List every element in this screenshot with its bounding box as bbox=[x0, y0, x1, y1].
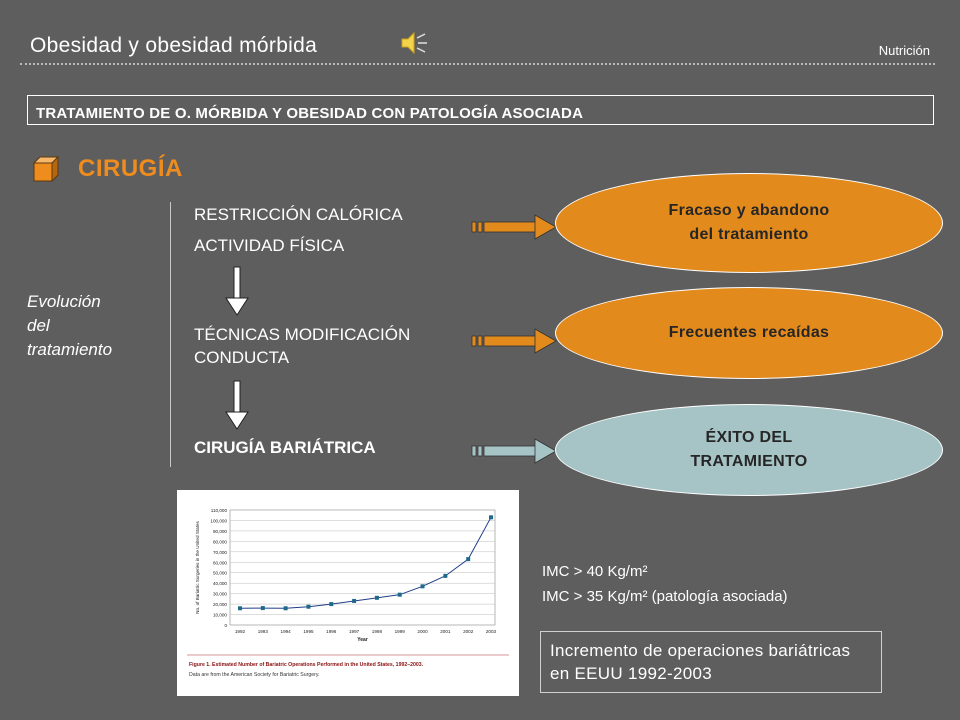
x-tick-label: 1995 bbox=[303, 629, 314, 634]
outcome-failure bbox=[555, 173, 943, 273]
evolution-label bbox=[27, 290, 167, 362]
outcome-line: TRATAMIENTO bbox=[690, 453, 808, 470]
surgery-trend-chart bbox=[177, 490, 519, 696]
timeline-divider bbox=[170, 202, 171, 467]
x-tick-label: 1997 bbox=[348, 629, 360, 634]
y-tick-label: 100,000 bbox=[210, 518, 227, 524]
outcome-line: Frecuentes recaídas bbox=[668, 324, 830, 341]
figure-caption: Figure 1. Estimated Number of Bariatric Operations Performed in the United States, 1992–2003. bbox=[189, 662, 424, 668]
y-tick-label: 40,000 bbox=[212, 581, 227, 587]
x-tick-label: 1999 bbox=[394, 629, 405, 634]
section-label: Nutrición bbox=[878, 43, 930, 58]
y-tick-label: 50,000 bbox=[212, 570, 227, 576]
down-arrow-icon bbox=[224, 380, 250, 430]
speaker-icon[interactable] bbox=[398, 28, 428, 58]
header-divider bbox=[20, 63, 935, 65]
step-behavior-modification: TÉCNICAS MODIFICACIÓN CONDUCTA bbox=[194, 325, 411, 367]
step-physical-activity: ACTIVIDAD FÍSICA bbox=[194, 236, 345, 255]
data-point bbox=[238, 606, 242, 610]
outcome-line: del tratamiento bbox=[689, 226, 809, 243]
data-point bbox=[466, 557, 470, 561]
evolution-line: del bbox=[27, 316, 50, 335]
outcome-line: Fracaso y abandono bbox=[668, 202, 830, 219]
x-axis-label: Year bbox=[357, 637, 368, 643]
right-arrow-icon bbox=[471, 214, 557, 240]
x-tick-label: 2000 bbox=[417, 629, 428, 634]
x-tick-label: 2001 bbox=[440, 629, 451, 634]
data-point bbox=[329, 602, 333, 606]
evolution-line: Evolución bbox=[27, 292, 101, 311]
y-tick-label: 60,000 bbox=[212, 560, 227, 566]
topic-banner bbox=[27, 95, 934, 125]
data-point bbox=[375, 596, 379, 600]
outcome-relapse bbox=[555, 287, 943, 379]
data-point bbox=[284, 606, 288, 610]
data-point bbox=[352, 599, 356, 603]
step-bariatric-surgery: CIRUGÍA BARIÁTRICA bbox=[194, 438, 376, 457]
right-arrow-icon bbox=[471, 438, 557, 464]
step-caloric-restriction: RESTRICCIÓN CALÓRICA bbox=[194, 205, 403, 224]
evolution-line: tratamiento bbox=[27, 340, 113, 359]
y-tick-label: 0 bbox=[224, 623, 227, 628]
y-tick-label: 30,000 bbox=[212, 591, 227, 597]
x-tick-label: 2002 bbox=[463, 629, 474, 634]
y-tick-label: 110,000 bbox=[210, 508, 227, 513]
y-tick-label: 20,000 bbox=[212, 602, 227, 608]
cube-icon bbox=[32, 155, 60, 183]
down-arrow-icon bbox=[224, 266, 250, 316]
x-tick-label: 1994 bbox=[280, 629, 291, 634]
slide-title: Obesidad y obesidad mórbida bbox=[30, 34, 318, 57]
y-tick-label: 80,000 bbox=[212, 539, 227, 545]
outcome-success bbox=[555, 404, 943, 496]
x-tick-label: 1993 bbox=[257, 629, 268, 634]
x-tick-label: 1996 bbox=[326, 629, 337, 634]
x-tick-label: 2003 bbox=[485, 629, 497, 634]
bmi-criterion: IMC > 40 Kg/m² bbox=[542, 563, 648, 580]
x-tick-label: 1992 bbox=[234, 629, 246, 634]
bmi-criterion: IMC > 35 Kg/m² (patología asociada) bbox=[542, 588, 788, 605]
outcome-line: ÉXITO DEL bbox=[705, 429, 793, 446]
banner-text: TRATAMIENTO DE O. MÓRBIDA Y OBESIDAD CON PATOLOGÍA ASOCIADA bbox=[36, 105, 584, 122]
data-point bbox=[489, 515, 493, 519]
figure-source: Data are from the American Society for Bariatric Surgery. bbox=[189, 672, 320, 678]
chart-note: Incremento de operaciones bariátricas en EEUU 1992-2003 bbox=[540, 631, 882, 693]
data-point bbox=[421, 584, 425, 588]
chart-canvas bbox=[177, 490, 519, 696]
data-point bbox=[443, 574, 447, 578]
data-point bbox=[261, 606, 265, 610]
y-tick-label: 70,000 bbox=[212, 549, 227, 555]
data-point bbox=[306, 605, 310, 609]
y-tick-label: 90,000 bbox=[212, 528, 227, 534]
y-axis-label: No. of Bariatric Surgeries in the United States bbox=[195, 521, 200, 614]
y-tick-label: 10,000 bbox=[212, 612, 227, 618]
right-arrow-icon bbox=[471, 328, 557, 354]
section-heading: CIRUGÍA bbox=[78, 155, 183, 182]
data-point bbox=[398, 593, 402, 597]
x-tick-label: 1998 bbox=[371, 629, 383, 634]
